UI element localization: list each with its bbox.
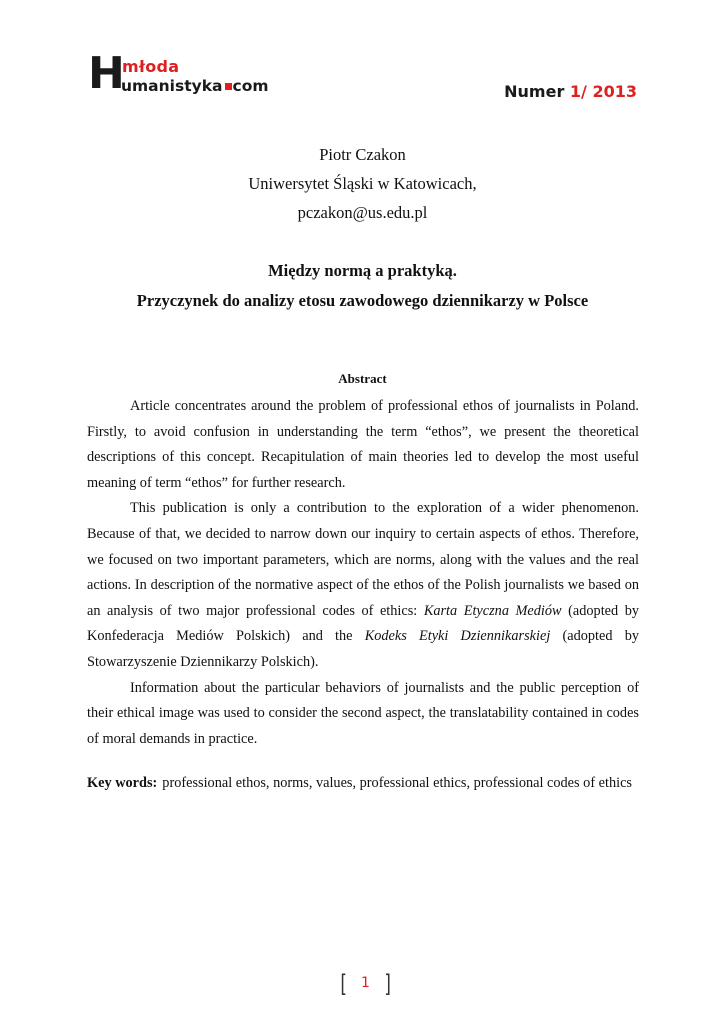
logo-top-word: młoda [122,57,180,76]
keywords-label: Key words: [87,775,158,791]
right-bracket-icon: ] [384,970,391,998]
code-of-ethics-2: Kodeks Etyki Dziennikarskiej [364,628,551,645]
logo-bottom-word [121,77,269,95]
abstract-heading: Abstract [338,371,387,386]
abstract-p2-text-b: (adopted by Konfederacja Mediów Polskich) and the [87,602,639,645]
logo-bottom-word-text: umanistyka [121,77,223,95]
author-affiliation: Uniwersytet Śląski w Katowicach, [248,174,477,193]
abstract-paragraph-3: Information about the particular behaviors of journalists and the public perception of their ethical image was used to consider the second aspect, the translatability contained in codes of moral demands in practice. [87,679,639,747]
logo-dot-icon [225,83,232,90]
issue-number [504,82,637,101]
abstract-paragraph-1: Article concentrates around the problem of professional ethos of journalists in Poland. Firstly, to avoid confusion in understanding the term “ethos”, we present the theoretical descriptions of this concept. Recapitulation of main theories led to develop the most useful meaning of term “ethos” for further research. [87,398,639,491]
abstract-p2-text-c: (adopted by Stowarzyszenie Dziennikarzy Polskich). [87,628,639,670]
left-bracket-icon: [ [340,970,347,998]
abstract-body [87,394,639,752]
page-number [339,970,392,1000]
code-of-ethics-1: Karta Etyczna Mediów [423,602,562,619]
abstract-paragraph-2 [87,496,639,675]
logo-suffix: com [232,77,269,95]
abstract-p2-text-a: This publication is only a contribution to the exploration of a wider phenomenon. Because of that, we decided to narrow down our inquiry to certain aspects of ethos. Therefore, we focused on two important parameters, which are norms, along with the values and the real actions. In description of the normative aspect of the ethos of the Polish journalists we based on an analysis of two major professional codes of ethics: [87,500,639,619]
issue-label: Numer [504,82,565,101]
page-number-value: 1 [361,975,370,991]
author-email: pczakon@us.edu.pl [297,203,428,222]
journal-logo [88,48,303,100]
issue-value: 1/ 2013 [569,82,637,101]
article-title: Między normą a praktyką. [268,261,457,280]
article-subtitle: Przyczynek do analizy etosu zawodowego dziennikarzy w Polsce [136,291,589,310]
logo-letter: H [88,48,125,99]
author-name: Piotr Czakon [319,145,406,164]
keywords-text: professional ethos, norms, values, professional ethics, professional codes of ethics [162,775,632,791]
keywords [87,771,639,797]
